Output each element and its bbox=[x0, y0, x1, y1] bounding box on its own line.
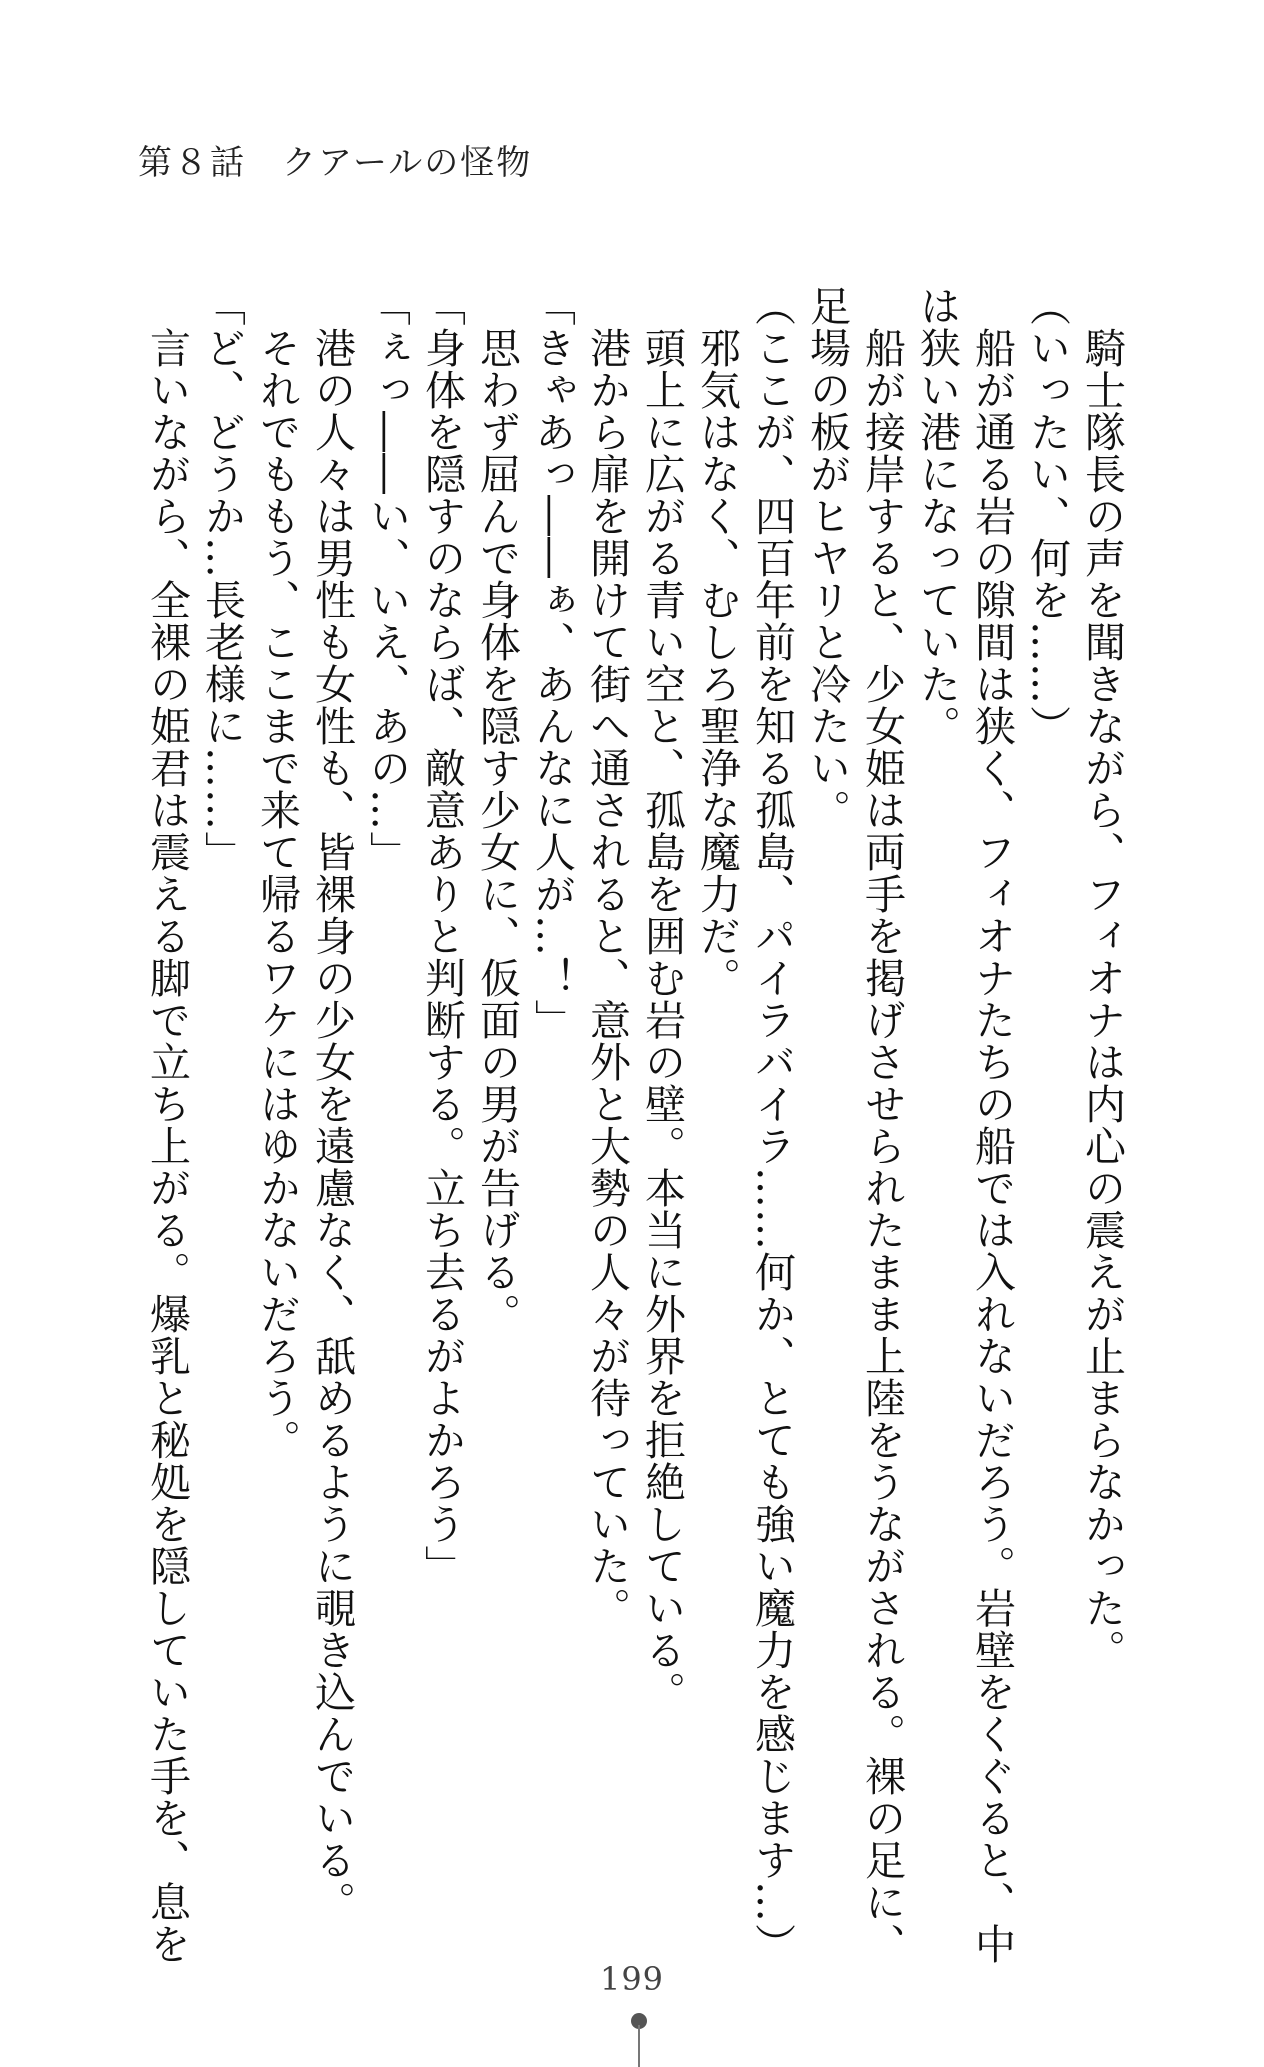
text-line: 言いながら、全裸の姫君は震える脚で立ち上がる。爆乳と秘処を隠していた手を、息を bbox=[143, 285, 191, 1965]
text-line: 港の人々は男性も女性も、皆裸身の少女を遠慮なく、舐めるように覗き込んでいる。 bbox=[308, 285, 356, 1923]
text-line: 思わず屈んで身体を隠す少女に、仮面の男が告げる。 bbox=[473, 285, 521, 1335]
text-line: 「ぇっ――い、いえ、あの…」 bbox=[363, 285, 411, 873]
text-line: （いったい、何を……） bbox=[1023, 285, 1071, 747]
page-marker-line bbox=[638, 2025, 640, 2067]
text-line: （ここが、四百年前を知る孤島、パイラバイラ……何か、とても強い魔力を感じます…） bbox=[748, 285, 796, 1965]
text-line: 「身体を隠すのならば、敵意ありと判断する。立ち去るがよかろう」 bbox=[418, 285, 466, 1587]
text-line: 邪気はなく、むしろ聖浄な魔力だ。 bbox=[693, 285, 741, 999]
text-line: 足場の板がヒヤリと冷たい。 bbox=[803, 285, 851, 831]
text-line: 頭上に広がる青い空と、孤島を囲む岩の壁。本当に外界を拒絶している。 bbox=[638, 285, 686, 1713]
text-line: 船が通る岩の隙間は狭く、フィオナたちの船では入れないだろう。岩壁をくぐると、中 bbox=[968, 285, 1016, 1965]
page-number: 199 bbox=[599, 1960, 665, 1998]
text-line: 騎士隊長の声を聞きながら、フィオナは内心の震えが止まらなかった。 bbox=[1078, 285, 1126, 1671]
text-line: 「きゃあっ――ぁ、あんなに人が…！」 bbox=[528, 285, 576, 1041]
text-line: 「ど、どうか…長老様に……」 bbox=[198, 285, 246, 873]
text-line: 船が接岸すると、少女姫は両手を掲げさせられたまま上陸をうながされる。裸の足に、 bbox=[858, 285, 906, 1965]
text-line: は狭い港になっていた。 bbox=[913, 285, 961, 747]
text-line: 港から扉を開けて街へ通されると、意外と大勢の人々が待っていた。 bbox=[583, 285, 631, 1629]
text-line: それでももう、ここまで来て帰るワケにはゆかないだろう。 bbox=[253, 285, 301, 1461]
novel-body-text bbox=[139, 285, 1129, 1965]
chapter-title: 第８話 クアールの怪物 bbox=[138, 143, 533, 183]
